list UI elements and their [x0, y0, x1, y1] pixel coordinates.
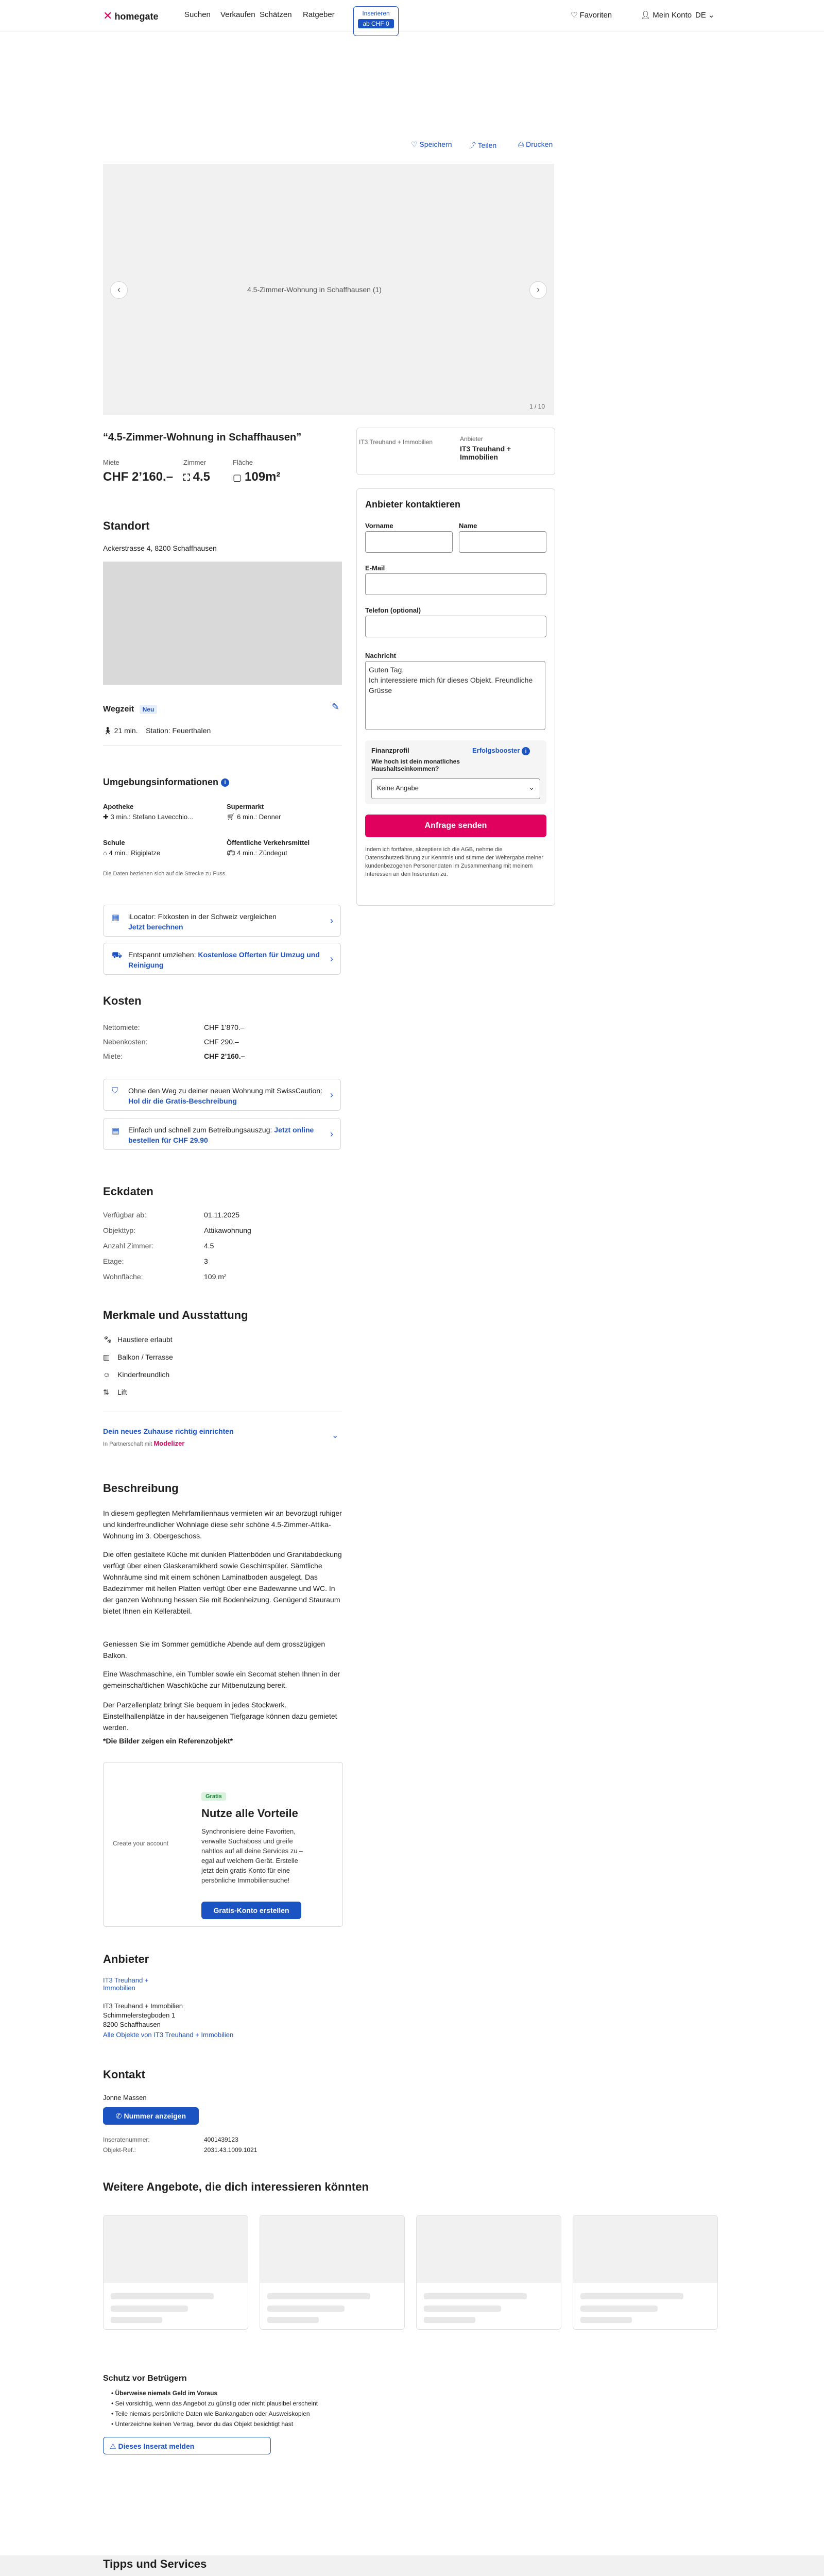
site-header [0, 0, 824, 31]
calculator-icon: ▦ [112, 913, 120, 922]
feature-item: ☺ Kinderfreundlich [103, 1370, 170, 1379]
child-icon: ☺ [103, 1370, 111, 1379]
fact-label: Wohnfläche: [103, 1273, 143, 1281]
message-label: Nachricht [365, 652, 396, 659]
save-button[interactable]: ♡ Speichern [411, 140, 452, 148]
gallery-image: 4.5-Zimmer-Wohnung in Schaffhausen (1) [247, 285, 382, 294]
report-listing-button[interactable]: ⚠ Dieses Inserat melden [103, 2437, 271, 2454]
location-map[interactable] [103, 562, 342, 685]
fraud-tip: • Sei vorsichtig, wenn das Angebot zu günstig oder nicht plausibel erscheint [111, 2400, 318, 2407]
ref-value: 4001439123 [204, 2136, 238, 2143]
pharmacy-label: Apotheke [103, 803, 134, 810]
balcony-icon: ▥ [103, 1353, 110, 1361]
ref-label: Inseratenummer: [103, 2136, 150, 2143]
fact-label: Etage: [103, 1257, 124, 1265]
listing-card-skeleton[interactable] [416, 2215, 561, 2330]
cart-icon: 🛒︎ [227, 813, 235, 821]
tips-title: Tipps und Services [103, 2557, 207, 2570]
message-field[interactable]: Guten Tag, Ich interessiere mich für dieses Objekt. Freundliche Grüsse [365, 661, 545, 730]
finance-profile-title: Finanzprofil [371, 747, 409, 754]
edit-route-icon[interactable]: ✎ [332, 702, 340, 712]
shield-icon: ⛉ [112, 1087, 118, 1095]
contact-form-title: Anbieter kontaktieren [365, 499, 461, 510]
provider-card[interactable] [356, 428, 555, 475]
booster-link[interactable]: Erfolgsbooster i [472, 747, 530, 755]
gallery-counter: 1 / 10 [529, 403, 545, 410]
description-paragraph: Der Parzellenplatz bringt Sie bequem in jedes Stockwerk. Einstellhallenplätze in der hauseigenen Tiefgarage können dazu gemietet werden. [103, 1701, 337, 1732]
modelizer-partner: In Partnerschaft mit Modelizer [103, 1439, 185, 1447]
fact-value: 3 [204, 1257, 208, 1265]
listing-title: “4.5-Zimmer-Wohnung in Schaffhausen” [103, 432, 302, 443]
area-value: ▢ 109m² [233, 470, 281, 484]
paw-icon: 🐾︎ [103, 1335, 112, 1344]
debt-extract-promo[interactable]: ▤ Einfach und schnell zum Betreibungsauszug: Jetzt online bestellen für CHF 29.90 › [103, 1118, 341, 1150]
surroundings-note: Die Daten beziehen sich auf die Strecke zu Fuss. [103, 871, 227, 877]
cost-value: CHF 1’870.– [204, 1023, 245, 1031]
area-icon: ▢ [233, 472, 242, 483]
ilocator-promo[interactable]: ▦ iLocator: Fixkosten in der Schweiz vergleichen Jetzt berechnen › [103, 905, 341, 937]
description-paragraph: Geniessen Sie im Sommer gemütliche Abende auf dem grosszügigen Balkon. [103, 1640, 325, 1659]
facts-title: Eckdaten [103, 1185, 153, 1198]
moving-promo[interactable]: ⛟ Entspannt umziehen: Kostenlose Offerten für Umzug und Reinigung › [103, 943, 341, 975]
feature-item: ⇅ Lift [103, 1388, 127, 1396]
lastname-field[interactable] [459, 531, 546, 553]
logo-mark-icon: ✕ [103, 9, 113, 22]
route-title: Wegzeit Neu [103, 705, 157, 714]
area-label: Fläche [233, 459, 253, 466]
chevron-right-icon: › [330, 916, 333, 926]
supermarket-value: 🛒︎ 6 min.: Denner [227, 813, 281, 821]
rent-value: CHF 2’160.– [103, 470, 174, 484]
account-promo-text: Synchronisiere deine Favoriten, verwalte Suchaboss und greife nahtlos auf all deine Services zu – egal auf welchem Gerät. Erstelle jetzt dein gratis Konto für eine persönliche Immobiliensuche! [201, 1827, 303, 1884]
ref-label: Objekt-Ref.: [103, 2146, 136, 2154]
calc-now-link[interactable]: Jetzt berechnen [128, 923, 183, 931]
phone-field[interactable] [365, 616, 546, 637]
chevron-right-icon: › [330, 1129, 333, 1139]
location-title: Standort [103, 519, 150, 532]
modelizer-link[interactable]: Dein neues Zuhause richtig einrichten [103, 1427, 234, 1435]
chevron-right-icon: › [537, 284, 540, 295]
email-label: E-Mail [365, 564, 385, 572]
account-link[interactable]: 👤︎ Mein Konto [641, 11, 692, 20]
listing-card-skeleton[interactable] [103, 2215, 248, 2330]
walking-icon: 🚶︎ [103, 726, 112, 735]
free-badge: Gratis [201, 1792, 226, 1801]
contact-person: Jonne Massen [103, 2094, 147, 2102]
cost-value: CHF 290.– [204, 1038, 239, 1046]
info-icon[interactable]: i [221, 778, 229, 787]
nav-sell[interactable]: Verkaufen [220, 10, 255, 19]
provider-city: 8200 Schaffhausen [103, 2021, 161, 2028]
cost-label: Nettomiete: [103, 1023, 140, 1031]
truck-icon: ⛟ [112, 951, 123, 960]
rent-label: Miete [103, 459, 119, 466]
school-value: ⌂ 4 min.: Rigiplatze [103, 849, 161, 857]
provider-card-name: IT3 Treuhand + Immobilien [460, 445, 511, 461]
fact-value: 01.11.2025 [204, 1211, 240, 1219]
finance-profile-box [365, 740, 546, 804]
warning-icon: ⚠ [110, 2442, 116, 2450]
provider-title: Anbieter [103, 1953, 149, 1965]
fact-value: Attikawohnung [204, 1226, 251, 1234]
heart-icon: ♡ [411, 140, 418, 148]
route-info: 🚶︎ 21 min. Station: Feuerthalen [103, 726, 211, 735]
account-promo [103, 1762, 343, 1927]
share-icon: ⤴ [469, 141, 476, 149]
nav-search[interactable]: Suchen [184, 10, 211, 19]
provider-logo: IT3 Treuhand + Immobilien [359, 438, 433, 446]
features-title: Merkmale und Ausstattung [103, 1309, 248, 1321]
gallery-prev-button[interactable] [110, 281, 128, 299]
swisscaution-promo[interactable]: ⛉ Ohne den Weg zu deiner neuen Wohnung mit SwissCaution: Hol dir die Gratis-Beschreibung › [103, 1079, 341, 1111]
supermarket-label: Supermarkt [227, 803, 264, 810]
chevron-left-icon: ‹ [117, 284, 121, 295]
modelizer-logo: Modelizer [153, 1439, 185, 1447]
contact-title: Kontakt [103, 2068, 145, 2081]
bus-icon: 🚌︎ [227, 849, 235, 857]
fraud-tip: • Teile niemals persönliche Daten wie Bankangaben oder Ausweiskopien [111, 2410, 310, 2417]
cost-label: Miete: [103, 1052, 123, 1060]
contact-form [356, 488, 555, 906]
lastname-label: Name [459, 522, 477, 530]
account-promo-title: Nutze alle Vorteile [201, 1807, 298, 1820]
promo-advertise-button[interactable]: Inserieren ab CHF 0 [353, 6, 399, 36]
provider-logo[interactable]: IT3 Treuhand + Immobilien [103, 1976, 149, 1992]
description-paragraph: Die offen gestaltete Küche mit dunklen Plattenböden und Granitabdeckung verfügt über einen Glaskeramikherd sowie Geschirrspüler. Sämtliche Wohnräume sind mit einem schönen Laminatboden ausgelegt. Das Badezimmer mit hellen Platten verfügt über eine Badewanne und WC. In der ganzen Wohnung hessen Sie mit Bodenheizung. Genügend Stauraum bietet Ihnen ein Kellerabteil. [103, 1550, 342, 1615]
feature-item: ▥ Balkon / Terrasse [103, 1353, 173, 1361]
listing-card-skeleton[interactable] [573, 2215, 718, 2330]
fact-label: Anzahl Zimmer: [103, 1242, 154, 1250]
description-note: *Die Bilder zeigen ein Referenzobjekt* [103, 1737, 233, 1745]
rooms-icon: ⛶ [183, 472, 190, 483]
chevron-down-icon: ⌄ [528, 783, 535, 791]
print-button[interactable]: ⎙ Drucken [518, 140, 553, 148]
homegate-logo[interactable]: ✕ homegate [103, 9, 159, 22]
fact-value: 4.5 [204, 1242, 214, 1250]
transport-value: 🚌︎ 4 min.: Zündegut [227, 849, 287, 857]
description-paragraph: In diesem gepflegten Mehrfamilienhaus vermieten wir an bevorzugt ruhiger und kinderfreundlicher Wohnlage diese sehr schöne 4.5-Zimmer-Attika-Wohnung im 3. Obergeschoss. [103, 1509, 342, 1540]
cost-label: Nebenkosten: [103, 1038, 148, 1046]
income-question: Wie hoch ist dein monatliches Haushaltseinkommen? [371, 758, 460, 772]
feature-item: 🐾︎ Haustiere erlaubt [103, 1335, 173, 1344]
lift-icon: ⇅ [103, 1388, 109, 1396]
school-icon: ⌂ [103, 849, 107, 857]
ref-value: 2031.43.1009.1021 [204, 2146, 258, 2154]
send-inquiry-button[interactable]: Anfrage senden [365, 815, 546, 837]
share-button[interactable]: ⤴ Teilen [469, 141, 497, 149]
debt-extract-link[interactable]: Jetzt online bestellen für CHF 29.90 [128, 1126, 314, 1144]
email-field[interactable] [365, 573, 546, 595]
chevron-right-icon: › [330, 954, 333, 964]
fraud-tip: • Überweise niemals Geld im Voraus [111, 2389, 218, 2397]
form-disclaimer: Indem ich fortfahre, akzeptiere ich die AGB, nehme die Datenschutzerklärung zur Kenntnis und stimme der Weitergabe meiner kundenbezogenen Personendaten im Zusammenhang mit meinem Interessen an den Inserenten zu. [365, 846, 543, 877]
heart-icon: ♡ [571, 11, 578, 20]
provider-card-label: Anbieter [460, 435, 483, 443]
description-title: Beschreibung [103, 1482, 179, 1495]
listing-card-skeleton[interactable] [260, 2215, 405, 2330]
pharmacy-value: ✚ 3 min.: Stefano Lavecchio... [103, 813, 193, 821]
print-icon: ⎙ [518, 140, 524, 148]
info-icon: i [522, 747, 530, 755]
phone-label: Telefon (optional) [365, 606, 421, 614]
provider-street: Schimmelerstegboden 1 [103, 2011, 176, 2019]
language-switch[interactable]: DE ⌄ [695, 11, 715, 20]
fact-value: 109 m² [204, 1273, 227, 1281]
chevron-down-icon[interactable]: ⌄ [332, 1431, 339, 1440]
phone-icon: ✆ [115, 2112, 122, 2120]
income-select[interactable]: Keine Angabe ⌄ [371, 778, 540, 799]
more-title: Weitere Angebote, die dich interessieren könnten [103, 2180, 369, 2193]
firstname-label: Vorname [365, 522, 393, 530]
surroundings-title: Umgebungsinformationen i [103, 777, 229, 788]
rooms-label: Zimmer [183, 459, 207, 466]
swisscaution-link[interactable]: Hol dir die Gratis-Beschreibung [128, 1097, 237, 1105]
rooms-value: ⛶ 4.5 [183, 470, 210, 484]
costs-title: Kosten [103, 994, 142, 1007]
account-promo-image: Create your account [113, 1840, 169, 1847]
address: Ackerstrasse 4, 8200 Schaffhausen [103, 544, 217, 552]
fraud-tip: • Unterzeichne keinen Vertrag, bevor du das Objekt besichtigt hast [111, 2420, 294, 2428]
nav-guide[interactable]: Ratgeber [303, 10, 335, 19]
nav-estimate[interactable]: Schätzen [260, 10, 292, 19]
fact-label: Verfügbar ab: [103, 1211, 147, 1219]
description-paragraph: Eine Waschmaschine, ein Tumbler sowie ein Secomat stehen Ihnen in der gemeinschaftlichen Waschküche zur Mitbenutzung bereit. [103, 1670, 340, 1689]
user-icon: 👤︎ [641, 11, 651, 20]
chevron-down-icon: ⌄ [708, 11, 715, 20]
chevron-right-icon: › [330, 1090, 333, 1100]
provider-all-listings-link[interactable]: Alle Objekte von IT3 Treuhand + Immobilien [103, 2031, 234, 2039]
new-badge: Neu [140, 705, 158, 714]
cost-value: CHF 2’160.– [204, 1052, 245, 1060]
moving-offers-link[interactable]: Kostenlose Offerten für Umzug und Reinigung [128, 951, 320, 969]
fact-label: Objekttyp: [103, 1226, 136, 1234]
firstname-field[interactable] [365, 531, 453, 553]
create-account-button[interactable]: Gratis-Konto erstellen [201, 1902, 301, 1919]
provider-name: IT3 Treuhand + Immobilien [103, 2002, 183, 2010]
image-gallery[interactable] [103, 164, 554, 415]
show-number-button[interactable]: ✆ Nummer anzeigen [103, 2107, 199, 2125]
school-label: Schule [103, 839, 125, 846]
document-icon: ▤ [112, 1127, 120, 1136]
pharmacy-icon: ✚ [103, 813, 109, 821]
transport-label: Öffentliche Verkehrsmittel [227, 839, 310, 846]
gallery-next-button[interactable] [529, 281, 547, 299]
fraud-title: Schutz vor Betrügern [103, 2374, 187, 2383]
favorites-link[interactable]: ♡ Favoriten [571, 11, 612, 20]
